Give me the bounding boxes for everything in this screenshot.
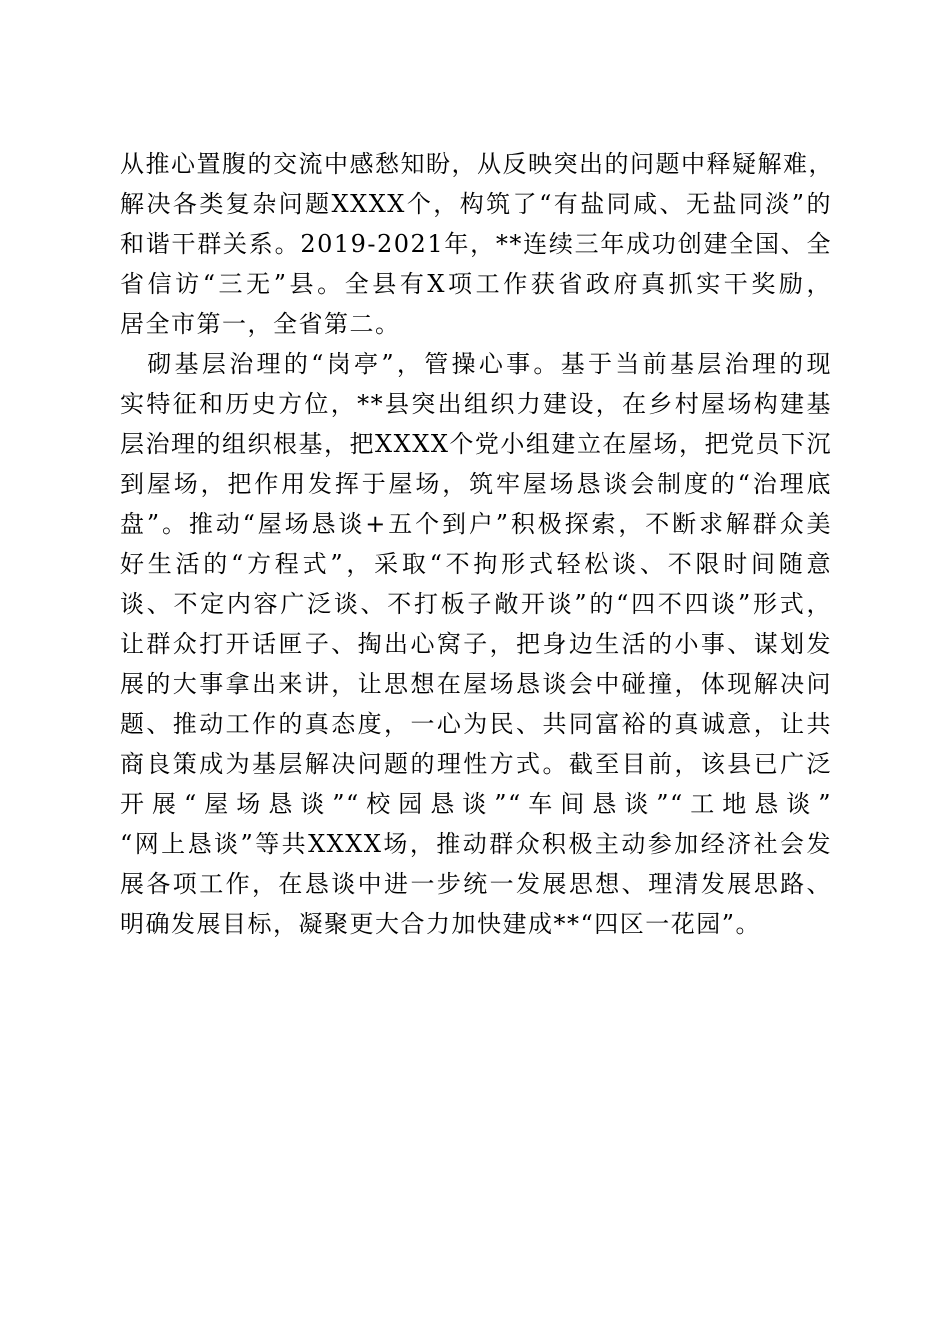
text-line: 到屋场，把作用发挥于屋场，筑牢屋场恳谈会制度的“治理底 [120, 470, 832, 498]
text-line: 好生活的“方程式”，采取“不拘形式轻松谈、不限时间随意 [120, 550, 832, 578]
text-line: 明确发展目标，凝聚更大合力加快建成**“四区一花园”。 [120, 910, 762, 938]
text-line: 让群众打开话匣子、掏出心窝子，把身边生活的小事、谋划发 [120, 630, 832, 658]
text-line: 和谐干群关系。2019-2021年，**连续三年成功创建全国、全 [120, 230, 832, 258]
paragraph-1 [120, 144, 832, 344]
text-line: 展的大事拿出来讲，让思想在屋场恳谈会中碰撞，体现解决问 [120, 670, 832, 698]
text-line: 解决各类复杂问题XXXX个，构筑了“有盐同咸、无盐同淡”的 [120, 190, 832, 218]
text-line: 盘”。推动“屋场恳谈+五个到户”积极探索，不断求解群众美 [120, 510, 832, 538]
text-line: 展各项工作，在恳谈中进一步统一发展思想、理清发展思路、 [120, 870, 832, 898]
text-line: 商良策成为基层解决问题的理性方式。截至目前，该县已广泛 [120, 750, 832, 778]
text-line: 居全市第一，全省第二。 [120, 310, 401, 338]
document-body [120, 144, 832, 944]
text-line: 砌基层治理的“岗亭”，管操心事。基于当前基层治理的现 [120, 350, 832, 378]
text-line: 谈、不定内容广泛谈、不打板子敞开谈”的“四不四谈”形式， [120, 590, 832, 618]
text-line: 从推心置腹的交流中感愁知盼，从反映突出的问题中释疑解难， [120, 150, 834, 178]
text-line: 开展“屋场恳谈”“校园恳谈”“车间恳谈”“工地恳谈” [120, 790, 832, 818]
text-line: 题、推动工作的真态度，一心为民、共同富裕的真诚意，让共 [120, 710, 832, 738]
text-line: 层治理的组织根基，把XXXX个党小组建立在屋场，把党员下沉 [120, 430, 832, 458]
text-line: “网上恳谈”等共XXXX场，推动群众积极主动参加经济社会发 [120, 830, 832, 858]
text-line: 实特征和历史方位，**县突出组织力建设，在乡村屋场构建基 [120, 390, 832, 418]
paragraph-2 [120, 344, 832, 944]
text-line: 省信访“三无”县。全县有X项工作获省政府真抓实干奖励， [120, 270, 832, 298]
